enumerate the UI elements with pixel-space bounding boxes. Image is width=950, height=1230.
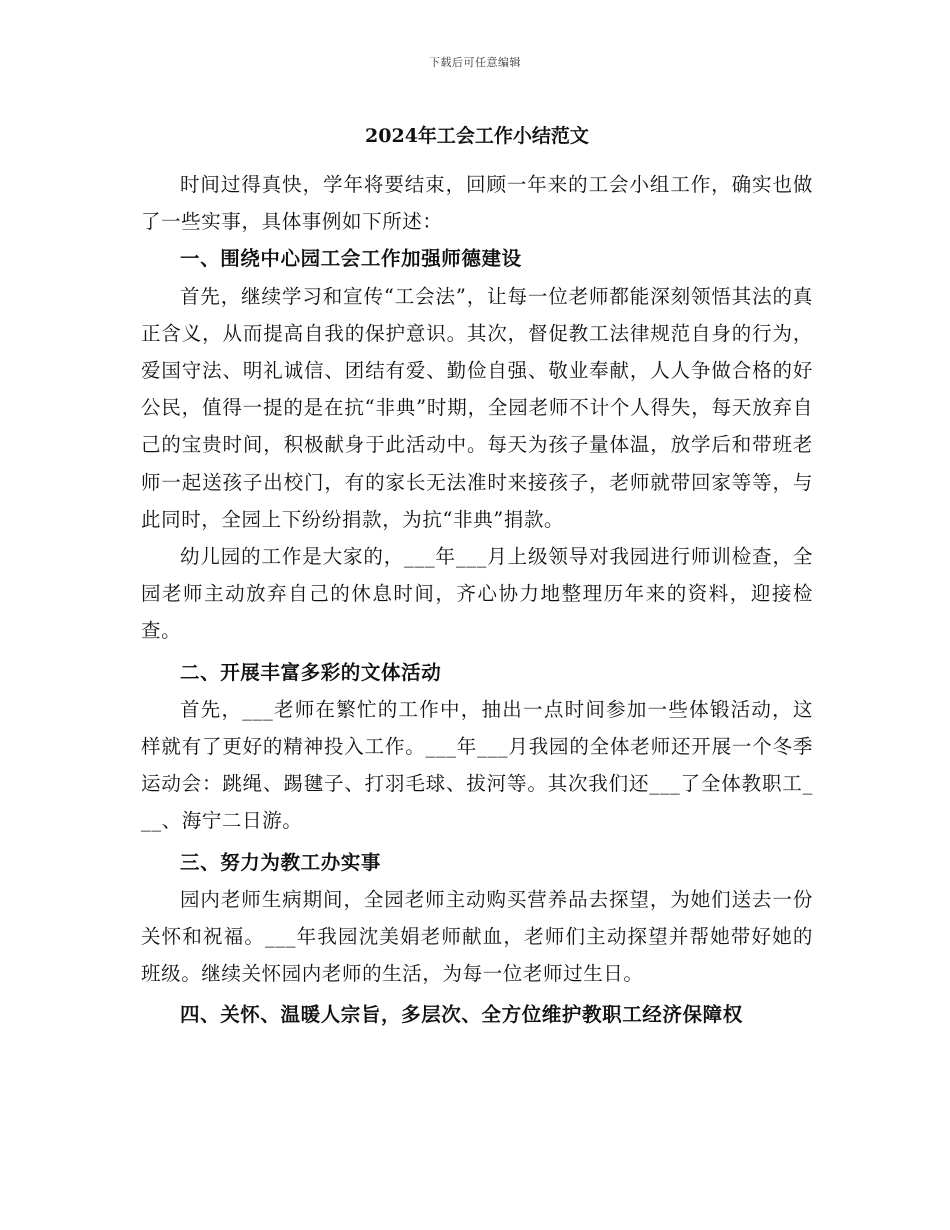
section-heading-1: 一、围绕中心园工会工作加强师德建设 [180, 247, 522, 271]
section-heading-4: 四、关怀、温暖人宗旨，多层次、全方位维护教职工经济保障权 [180, 1003, 743, 1027]
section-heading-3: 三、努力为教工办实事 [180, 850, 382, 874]
document-body [141, 118, 813, 1034]
section-3-paragraph-1: 园内老师生病期间，全园老师主动购买营养品去探望，为她们送去一份关怀和祝福。___年我园沈美娟老师献血，老师们主动探望并帮她带好她的班级。继续关怀园内老师的生活，为每一位老师过生日。 [141, 887, 813, 986]
section-heading-2: 二、开展丰富多彩的文体活动 [180, 660, 442, 684]
section-1-paragraph-2: 幼儿园的工作是大家的，___年___月上级领导对我园进行师训检查，全园老师主动放弃自己的休息时间，齐心协力地整理历年来的资料，迎接检查。 [141, 545, 813, 643]
document-title: 2024年工会工作小结范文 [365, 125, 589, 147]
section-2-paragraph-1: 首先，___老师在繁忙的工作中，抽出一点时间参加一些体锻活动，这样就有了更好的精神投入工作。___年___月我园的全体老师还开展一个冬季运动会：跳绳、踢毽子、打羽毛球、拔河等。其次我们还___了全体教职工___、海宁二日游。 [141, 697, 813, 833]
header-note: 下载后可任意编辑 [429, 56, 521, 69]
intro-paragraph: 时间过得真快，学年将要结束，回顾一年来的工会小组工作，确实也做了一些实事，具体事例如下所述： [141, 173, 813, 234]
section-1-paragraph-1: 首先，继续学习和宣传“工会法”，让每一位老师都能深刻领悟其法的真正含义，从而提高自我的保护意识。其次，督促教工法律规范自身的行为，爱国守法、明礼诚信、团结有爱、勤俭自强、敬业奉献，人人争做合格的好公民，值得一提的是在抗“非典”时期，全园老师不计个人得失，每天放弃自己的宝贵时间，积极献身于此活动中。每天为孩子量体温，放学后和带班老师一起送孩子出校门，有的家长无法准时来接孩子，老师就带回家等等，与此同时，全园上下纷纷捐款，为抗“非典”捐款。 [141, 284, 813, 531]
